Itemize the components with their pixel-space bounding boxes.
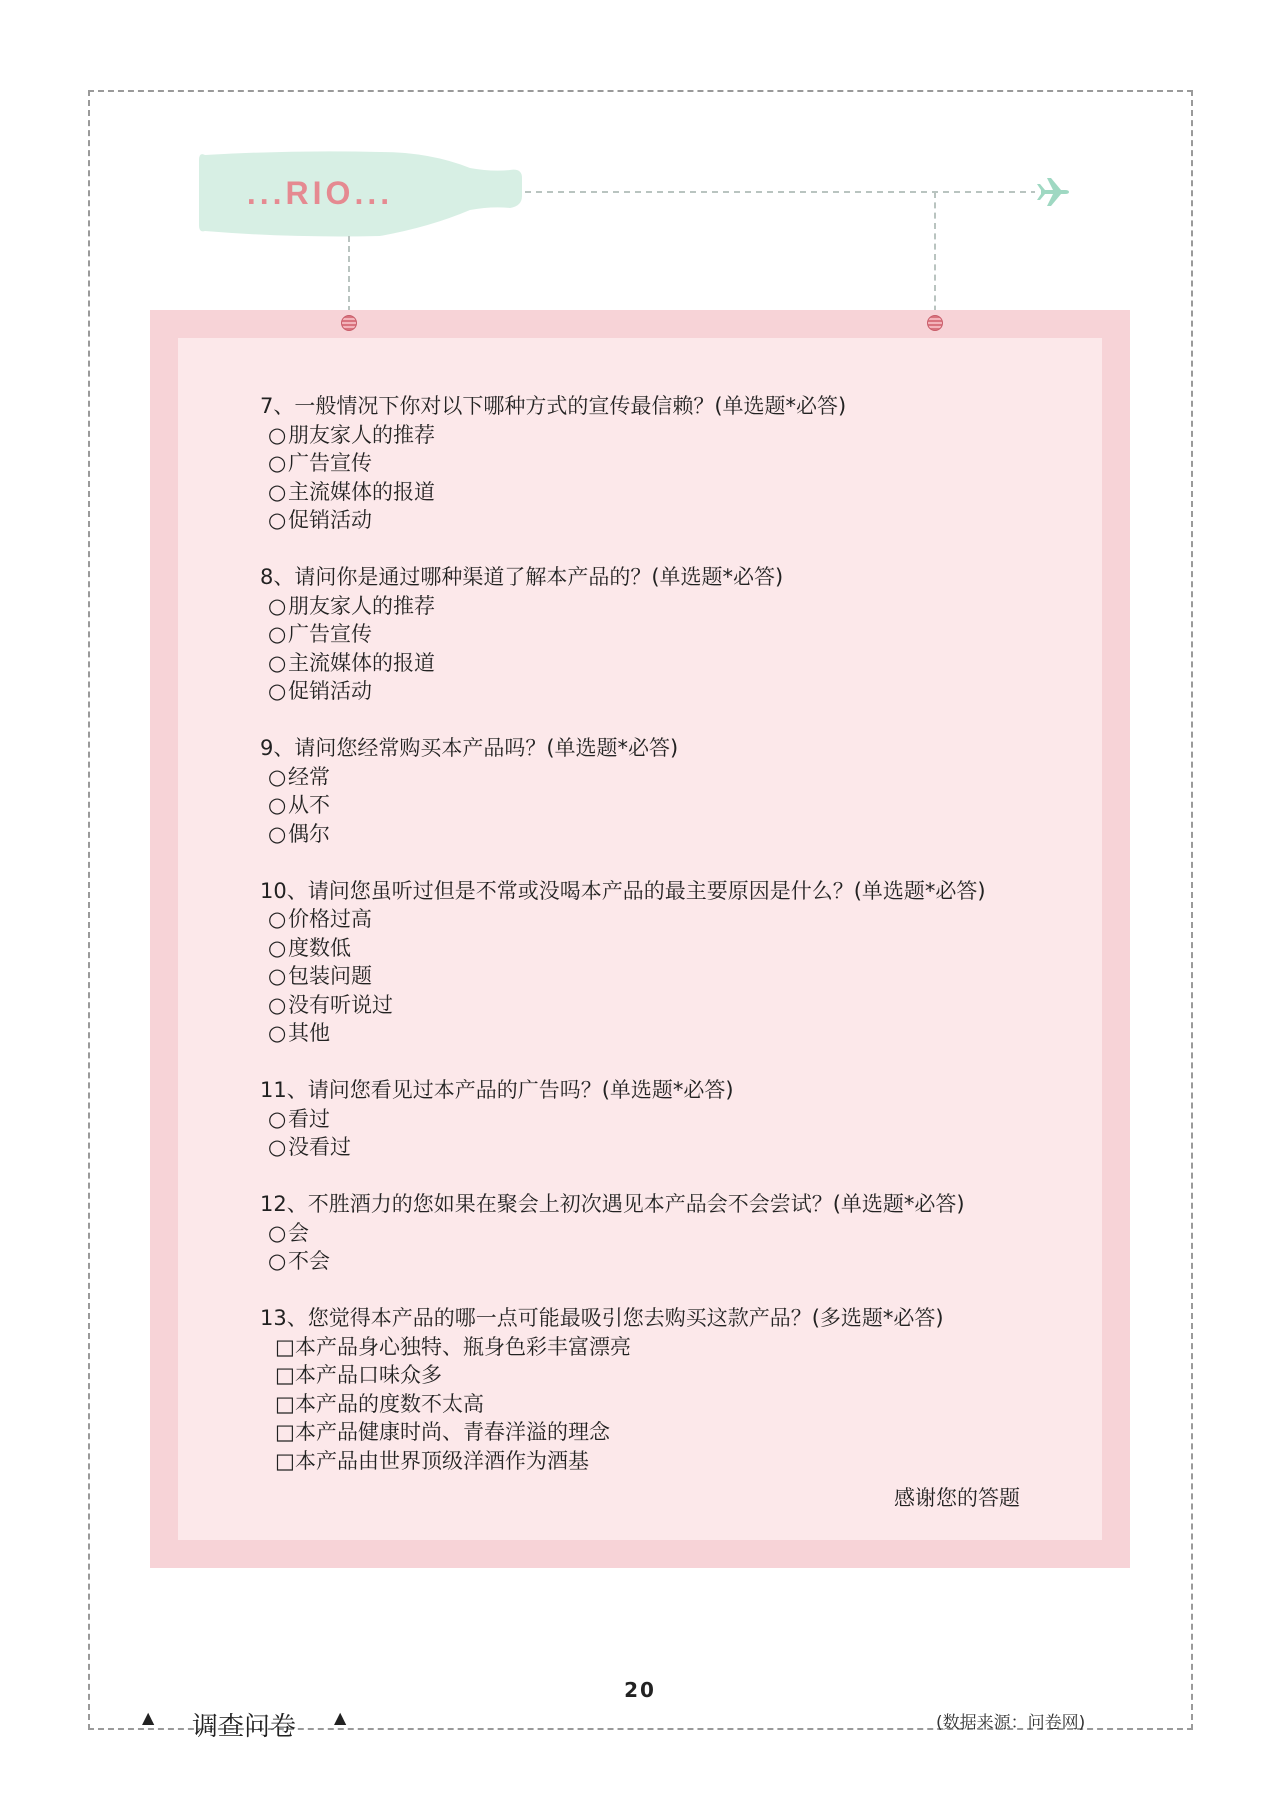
radio-icon[interactable]: ○ — [268, 679, 287, 703]
radio-icon[interactable]: ○ — [268, 508, 287, 532]
data-source: (数据来源：问卷网) — [936, 1713, 1086, 1733]
airplane-icon — [1037, 178, 1069, 206]
question-title: 8、请问你是通过哪种渠道了解本产品的？(单选题*必答) — [260, 565, 784, 589]
checkbox-icon[interactable]: □ — [275, 1448, 295, 1473]
question-block — [260, 877, 1060, 1048]
option-label: 不会 — [288, 1249, 330, 1273]
radio-option[interactable] — [260, 677, 1060, 706]
radio-option[interactable] — [260, 421, 1060, 450]
checkbox-icon[interactable]: □ — [275, 1420, 295, 1444]
option-label: 本产品口味众多 — [295, 1363, 442, 1387]
option-label: 朋友家人的推荐 — [288, 422, 435, 447]
checkbox-option[interactable] — [260, 1418, 1060, 1447]
checkbox-icon[interactable]: □ — [275, 1391, 295, 1416]
page-number: 20 — [624, 1678, 656, 1702]
radio-icon[interactable]: ○ — [268, 1249, 287, 1273]
radio-option[interactable] — [260, 506, 1060, 535]
radio-option[interactable] — [260, 649, 1060, 678]
option-label: 其他 — [288, 1021, 330, 1045]
checkbox-option[interactable] — [260, 1447, 1060, 1476]
option-label: 主流媒体的报道 — [288, 479, 435, 504]
question-block — [260, 563, 1060, 706]
question-block — [260, 392, 1060, 535]
radio-option[interactable] — [260, 962, 1060, 991]
option-label: 看过 — [288, 1106, 330, 1131]
question-title: 12、不胜酒力的您如果在聚会上初次遇见本产品会不会尝试？(单选题*必答) — [260, 1192, 965, 1216]
radio-option[interactable] — [260, 449, 1060, 478]
radio-option[interactable] — [260, 934, 1060, 963]
radio-icon[interactable]: ○ — [268, 422, 287, 447]
option-label: 没看过 — [288, 1135, 351, 1159]
option-label: 主流媒体的报道 — [288, 650, 435, 675]
question-block — [260, 1076, 1060, 1162]
option-label: 促销活动 — [288, 679, 372, 703]
header-banner — [0, 0, 1280, 330]
survey-questions — [260, 392, 1060, 1504]
checkbox-option[interactable] — [260, 1333, 1060, 1362]
question-title: 11、请问您看见过本产品的广告吗？(单选题*必答) — [260, 1078, 734, 1102]
radio-option[interactable] — [260, 763, 1060, 792]
radio-icon[interactable]: ○ — [268, 479, 287, 504]
radio-icon[interactable]: ○ — [268, 1021, 287, 1045]
radio-icon[interactable]: ○ — [268, 1220, 287, 1245]
radio-icon[interactable]: ○ — [268, 935, 287, 960]
radio-option[interactable] — [260, 1247, 1060, 1276]
option-label: 包装问题 — [288, 964, 372, 988]
option-label: 本产品健康时尚、青春洋溢的理念 — [295, 1420, 610, 1444]
option-label: 广告宣传 — [288, 622, 372, 646]
radio-option[interactable] — [260, 1219, 1060, 1248]
pin-right — [927, 315, 943, 331]
option-label: 朋友家人的推荐 — [288, 593, 435, 618]
question-title: 9、请问您经常购买本产品吗？(单选题*必答) — [260, 736, 679, 760]
radio-option[interactable] — [260, 791, 1060, 820]
radio-icon[interactable]: ○ — [268, 992, 287, 1017]
question-block — [260, 734, 1060, 848]
option-label: 度数低 — [288, 935, 351, 960]
checkbox-icon[interactable]: □ — [275, 1363, 295, 1387]
radio-icon[interactable]: ○ — [268, 764, 287, 789]
checkbox-option[interactable] — [260, 1361, 1060, 1390]
option-label: 本产品的度数不太高 — [295, 1391, 484, 1416]
radio-icon[interactable]: ○ — [268, 622, 287, 646]
hang-line-right — [934, 192, 936, 322]
radio-icon[interactable]: ○ — [268, 907, 287, 931]
checkbox-option[interactable] — [260, 1390, 1060, 1419]
question-title: 13、您觉得本产品的哪一点可能最吸引您去购买这款产品？(多选题*必答) — [260, 1306, 944, 1330]
radio-icon[interactable]: ○ — [268, 964, 287, 988]
question-title: 7、一般情况下你对以下哪种方式的宣传最信赖？(单选题*必答) — [260, 394, 847, 418]
thanks-text: 感谢您的答题 — [894, 1486, 1020, 1510]
radio-option[interactable] — [260, 820, 1060, 849]
option-label: 没有听说过 — [288, 992, 393, 1017]
radio-icon[interactable]: ○ — [268, 1106, 287, 1131]
option-label: 价格过高 — [288, 907, 372, 931]
question-title: 10、请问您虽听过但是不常或没喝本产品的最主要原因是什么？(单选题*必答) — [260, 878, 986, 903]
option-label: 广告宣传 — [288, 451, 372, 475]
radio-option[interactable] — [260, 1133, 1060, 1162]
question-block — [260, 1190, 1060, 1276]
question-block — [260, 1304, 1060, 1475]
radio-icon[interactable]: ○ — [268, 650, 287, 675]
triangle-right-icon: ▲ — [334, 1708, 347, 1727]
option-label: 经常 — [288, 764, 330, 789]
radio-icon[interactable]: ○ — [268, 821, 287, 846]
triangle-left-icon: ▲ — [142, 1708, 155, 1727]
checkbox-icon[interactable]: □ — [275, 1334, 295, 1359]
radio-option[interactable] — [260, 478, 1060, 507]
radio-icon[interactable]: ○ — [268, 793, 287, 817]
radio-option[interactable] — [260, 991, 1060, 1020]
radio-option[interactable] — [260, 620, 1060, 649]
option-label: 本产品由世界顶级洋酒作为酒基 — [295, 1448, 589, 1473]
footer-label: 调查问卷 — [192, 1712, 297, 1742]
option-label: 偶尔 — [288, 821, 330, 846]
option-label: 本产品身心独特、瓶身色彩丰富漂亮 — [295, 1334, 631, 1359]
radio-icon[interactable]: ○ — [268, 451, 287, 475]
radio-option[interactable] — [260, 592, 1060, 621]
bottle-label: ...RIO... — [246, 175, 394, 211]
option-label: 促销活动 — [288, 508, 372, 532]
pin-left — [341, 315, 357, 331]
radio-option[interactable] — [260, 905, 1060, 934]
radio-icon[interactable]: ○ — [268, 1135, 287, 1159]
option-label: 会 — [288, 1220, 309, 1245]
radio-option[interactable] — [260, 1019, 1060, 1048]
option-label: 从不 — [288, 793, 330, 817]
radio-option[interactable] — [260, 1105, 1060, 1134]
radio-icon[interactable]: ○ — [268, 593, 287, 618]
